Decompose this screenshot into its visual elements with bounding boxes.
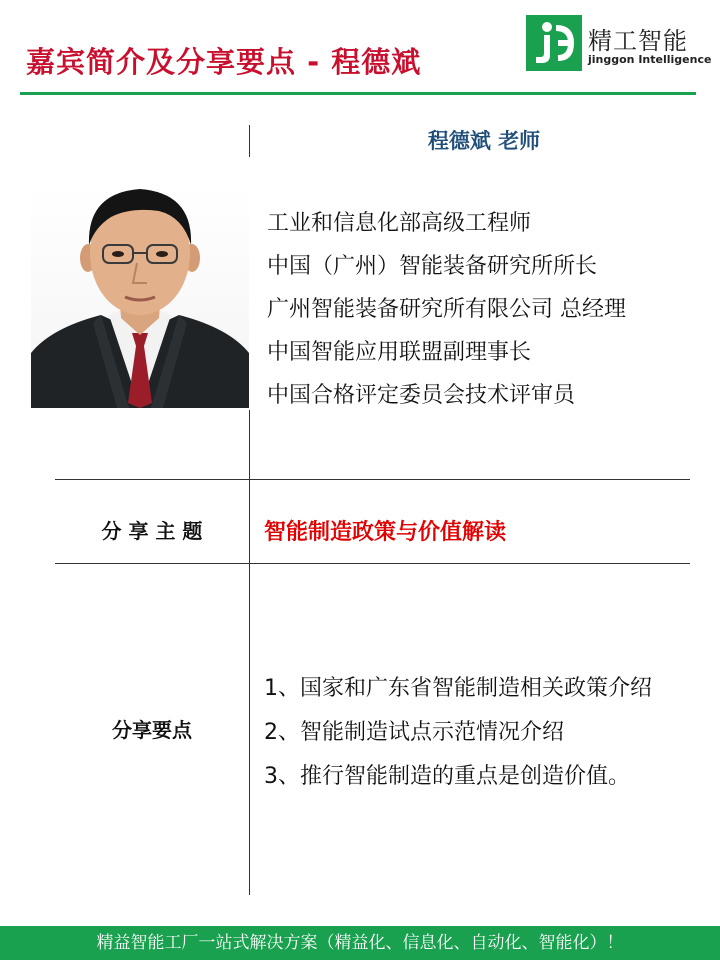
speaker-photo [31, 183, 249, 408]
header-divider [20, 92, 696, 95]
key-points-list [264, 674, 652, 806]
topic-label: 分 享 主 题 [101, 519, 203, 543]
key-point-item: 2、智能制造试点示范情况介绍 [264, 720, 564, 745]
bio-item: 中国智能应用联盟副理事长 [267, 340, 532, 365]
points-label: 分享要点 [112, 718, 192, 742]
bio-item: 广州智能装备研究所有限公司 总经理 [267, 297, 626, 322]
speaker-name: 程德斌 老师 [427, 129, 541, 153]
table-divider-row-1 [55, 479, 690, 480]
logo-english-name: jinggon Intelligence [588, 53, 712, 66]
bio-item: 工业和信息化部高级工程师 [267, 211, 532, 236]
topic-value: 智能制造政策与价值解读 [264, 520, 507, 545]
company-logo [526, 15, 712, 75]
key-point-item: 3、推行智能制造的重点是创造价值。 [264, 764, 630, 789]
logo-chinese-name: 精工智能 [588, 27, 688, 55]
page-title: 嘉宾简介及分享要点 - 程德斌 [26, 45, 422, 79]
table-divider-vertical [249, 410, 250, 895]
footer-banner: 精益智能工厂一站式解决方案（精益化、信息化、自动化、智能化）！ [0, 926, 720, 960]
bio-item: 中国合格评定委员会技术评审员 [267, 383, 576, 408]
bio-item: 中国（广州）智能装备研究所所长 [267, 254, 598, 279]
key-point-item: 1、国家和广东省智能制造相关政策介绍 [264, 676, 652, 701]
speaker-bio-list [267, 209, 626, 424]
jinggon-logo-icon [526, 15, 582, 71]
table-divider-row-2 [55, 563, 690, 564]
